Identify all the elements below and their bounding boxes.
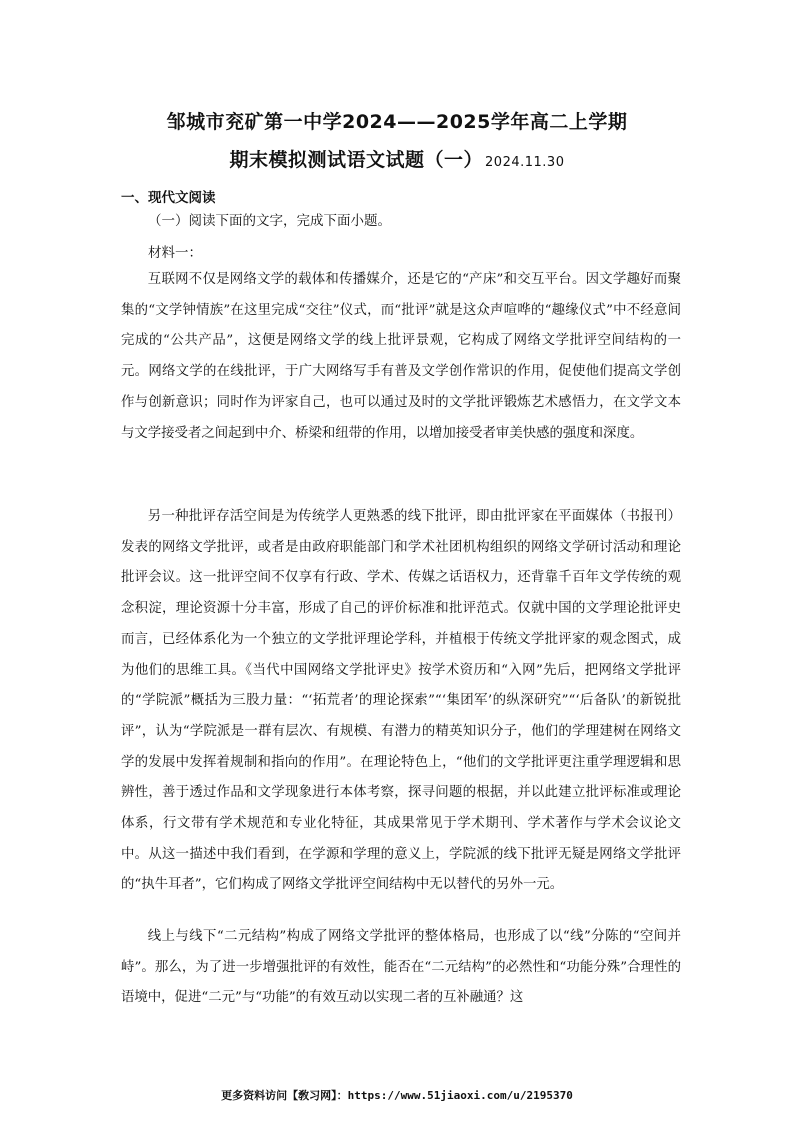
- paragraph-2: [121, 502, 681, 901]
- paragraph-text: 线上与线下“二元结构”构成了网络文学批评的整体格局，也形成了以“线”分陈的“空间并峙”。那么，为了进一步增强批评的有效性，能否在“二元结构”的必然性和“功能分殊”合理性的语境中，促进“二元”与“功能”的有效互动以实现二者的互补融通？这: [121, 929, 681, 1006]
- paragraph-1: [121, 265, 681, 449]
- paragraph-text: 另一种批评存活空间是为传统学人更熟悉的线下批评，即由批评家在平面媒体（书报刊）发表的网络文学批评，或者是由政府职能部门和学术社团机构组织的网络文学研讨活动和理论批评会议。这一批评空间不仅享有行政、学术、传媒之话语权力，还背靠千百年文学传统的观念积淀，理论资源十分丰富，形成了自己的评价标准和批评范式。仅就中国的文学理论批评史而言，已经体系化为一个独立的文学批评理论学科，并植根于传统文学批评家的观念图式，成为他们的思维工具。《当代中国网络文学批评史》按学术资历和“入网”先后，把网络文学批评的“学院派”概括为三股力量：“‘拓荒者’的理论探索”“‘集团军’的纵深研究”“‘后备队’的新锐批评”，认为“学院派是一群有层次、有规模、有潜力的精英知识分子，他们的学理建树在网络文学的发展中发挥着规制和指向的作用”。在理论特色上，“他们的文学批评更注重学理逻辑和思辨性，善于透过作品和文学现象进行本体考察，探寻问题的根据，并以此建立批评标准或理论体系，行文带有学术规范和专业化特征，其成果常见于学术期刊、学术著作与学术会议论文中。从这一描述中我们看到，在学源和学理的意义上，学院派的线下批评无疑是网络文学批评的“执牛耳者”，它们构成了网络文学批评空间结构中无以替代的另外一元。: [121, 509, 681, 893]
- paragraph-text: 互联网不仅是网络文学的载体和传播媒介，还是它的“产床”和交互平台。因文学趣好而聚集的“文学钟情族”在这里完成“交往”仪式，而“批评”就是这众声喧哗的“趣缘仪式”中不经意间完成的“公共产品”，这便是网络文学的线上批评景观，它构成了网络文学批评空间结构的一元。网络文学的在线批评，于广大网络写手有普及文学创作常识的作用，促使他们提高文学创作与创新意识；同时作为评家自己，也可以通过及时的文学批评锻炼艺术感悟力，在文学文本与文学接受者之间起到中介、桥梁和纽带的作用，以增加接受者审美快感的强度和深度。: [121, 272, 681, 441]
- footer-link-text: 更多资料访问【敎习网】：https://www.51jiaoxi.com/u/2195370: [221, 1089, 573, 1102]
- document-title-text: 期末模拟测试语文试题（一）: [229, 149, 484, 171]
- material-label: 材料一：: [148, 245, 202, 261]
- paragraph-3: [121, 922, 681, 1014]
- section-heading: 一、现代文阅读: [121, 190, 216, 206]
- document-title-line2: [0, 145, 794, 172]
- document-title-line1: 邹城市兖矿第一中学2024——2025学年高二上学期: [166, 111, 628, 133]
- reading-instruction: （一）阅读下面的文字，完成下面小题。: [148, 213, 391, 229]
- exam-date: 2024.11.30: [485, 155, 565, 170]
